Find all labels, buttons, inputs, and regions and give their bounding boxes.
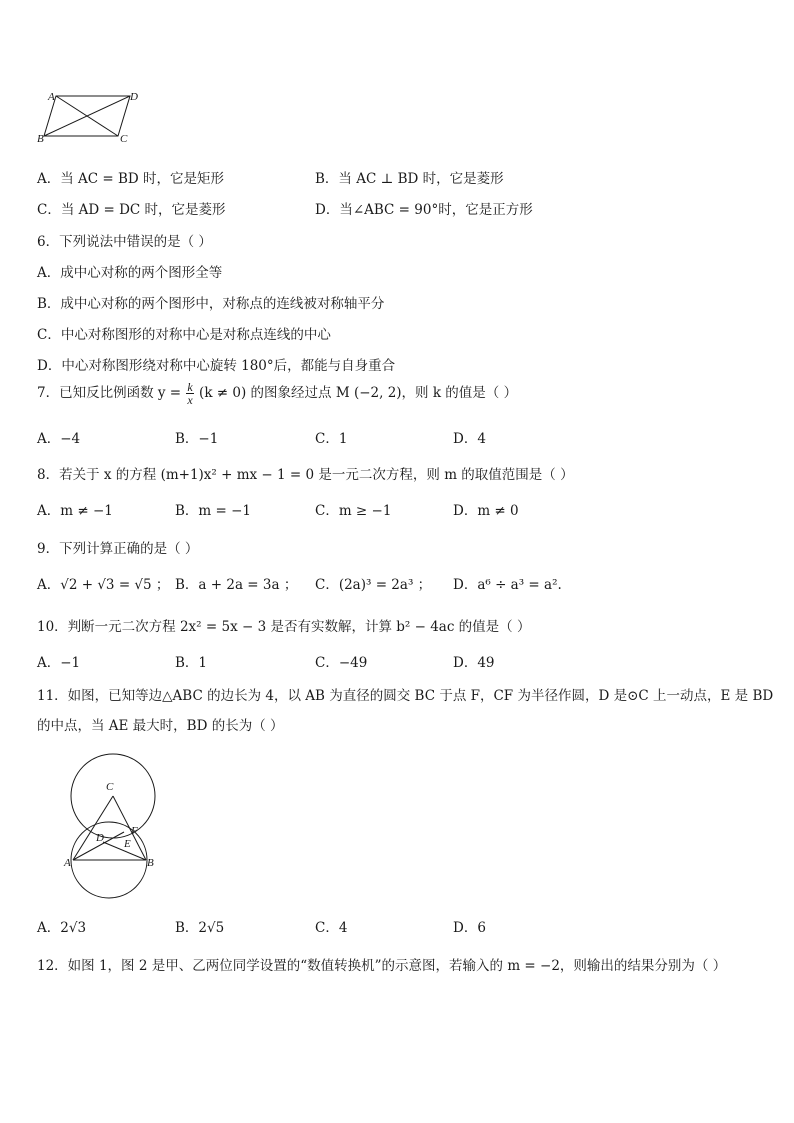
q11-option-a[interactable]: A．2√3 xyxy=(37,920,87,936)
q7-option-a[interactable]: A．−4 xyxy=(37,431,81,447)
point-label-d: D xyxy=(96,832,104,844)
q9-stem: 9．下列计算正确的是（ ） xyxy=(37,541,199,557)
q5-option-d[interactable]: D．当∠ABC = 90°时，它是正方形 xyxy=(315,202,533,218)
q8-stem: 8．若关于 x 的方程 (m+1)x² + mx − 1 = 0 是一元二次方程，则 m 的取值范围是（ ） xyxy=(37,467,574,483)
point-label-e: E xyxy=(124,838,131,850)
q8-option-d[interactable]: D．m ≠ 0 xyxy=(453,503,519,519)
q10-option-c[interactable]: C．−49 xyxy=(315,655,368,671)
q12-stem: 12．如图 1，图 2 是甲、乙两位同学设置的“数值转换机”的示意图，若输入的 m = −2，则输出的结果分别为（ ） xyxy=(37,958,727,974)
circles-triangle-figure xyxy=(56,752,166,902)
q10-option-a[interactable]: A．−1 xyxy=(37,655,81,671)
point-label-c: C xyxy=(106,781,114,793)
q6-option-c[interactable]: C．中心对称图形的对称中心是对称点连线的中心 xyxy=(37,327,331,343)
vertex-label-a: A xyxy=(48,91,55,103)
q6-option-b[interactable]: B．成中心对称的两个图形中，对称点的连线被对称轴平分 xyxy=(37,296,385,312)
q11-option-b[interactable]: B．2√5 xyxy=(175,920,225,936)
point-label-f: F xyxy=(131,825,138,837)
q7-fraction-numerator: k xyxy=(187,380,193,394)
q10-option-d[interactable]: D．49 xyxy=(453,655,495,671)
q7-stem xyxy=(37,381,517,406)
q7-stem-suffix: (k ≠ 0) 的图象经过点 M (−2, 2)，则 k 的值是（ ） xyxy=(199,385,518,401)
q5-option-b[interactable]: B．当 AC ⊥ BD 时，它是菱形 xyxy=(315,171,504,187)
vertex-label-c: C xyxy=(120,133,128,144)
q11-option-c[interactable]: C．4 xyxy=(315,920,348,936)
q8-option-c[interactable]: C．m ≥ −1 xyxy=(315,503,392,519)
vertex-label-d: D xyxy=(130,91,138,103)
q7-fraction-denominator: x xyxy=(187,393,193,407)
q11-option-d[interactable]: D．6 xyxy=(453,920,486,936)
vertex-label-b: B xyxy=(37,133,44,144)
q11-stem-line-2: 的中点，当 AE 最大时，BD 的长为（ ） xyxy=(37,718,284,734)
q9-option-c[interactable]: C．(2a)³ = 2a³ ； xyxy=(315,577,432,593)
q11-stem-line-1: 11．如图，已知等边△ABC 的边长为 4，以 AB 为直径的圆交 BC 于点 F，CF 为半径作圆，D 是⊙C 上一动点，E 是 BD xyxy=(37,688,774,704)
q5-option-c[interactable]: C．当 AD = DC 时，它是菱形 xyxy=(37,202,226,218)
q8-option-a[interactable]: A．m ≠ −1 xyxy=(37,503,113,519)
q10-stem: 10．判断一元二次方程 2x² = 5x − 3 是否有实数解，计算 b² − 4ac 的值是（ ） xyxy=(37,619,531,635)
point-label-b: B xyxy=(147,857,154,869)
q7-fraction xyxy=(186,381,193,406)
q8-option-b[interactable]: B．m = −1 xyxy=(175,503,252,519)
q7-option-c[interactable]: C．1 xyxy=(315,431,348,447)
q9-option-b[interactable]: B．a + 2a = 3a ； xyxy=(175,577,298,593)
q9-option-a[interactable]: A．√2 + √3 = √5 ； xyxy=(37,577,170,593)
q10-option-b[interactable]: B．1 xyxy=(175,655,208,671)
parallelogram-figure xyxy=(36,88,146,144)
q6-stem: 6．下列说法中错误的是（ ） xyxy=(37,234,212,250)
q5-option-a[interactable]: A．当 AC = BD 时，它是矩形 xyxy=(37,171,225,187)
q7-option-b[interactable]: B．−1 xyxy=(175,431,219,447)
q7-option-d[interactable]: D．4 xyxy=(453,431,486,447)
q6-option-a[interactable]: A．成中心对称的两个图形全等 xyxy=(37,265,223,281)
q6-option-d[interactable]: D．中心对称图形绕对称中心旋转 180°后，都能与自身重合 xyxy=(37,358,396,374)
q7-stem-prefix: 7．已知反比例函数 y = xyxy=(37,385,182,401)
q9-option-d[interactable]: D．a⁶ ÷ a³ = a². xyxy=(453,577,562,593)
point-label-a: A xyxy=(64,857,71,869)
